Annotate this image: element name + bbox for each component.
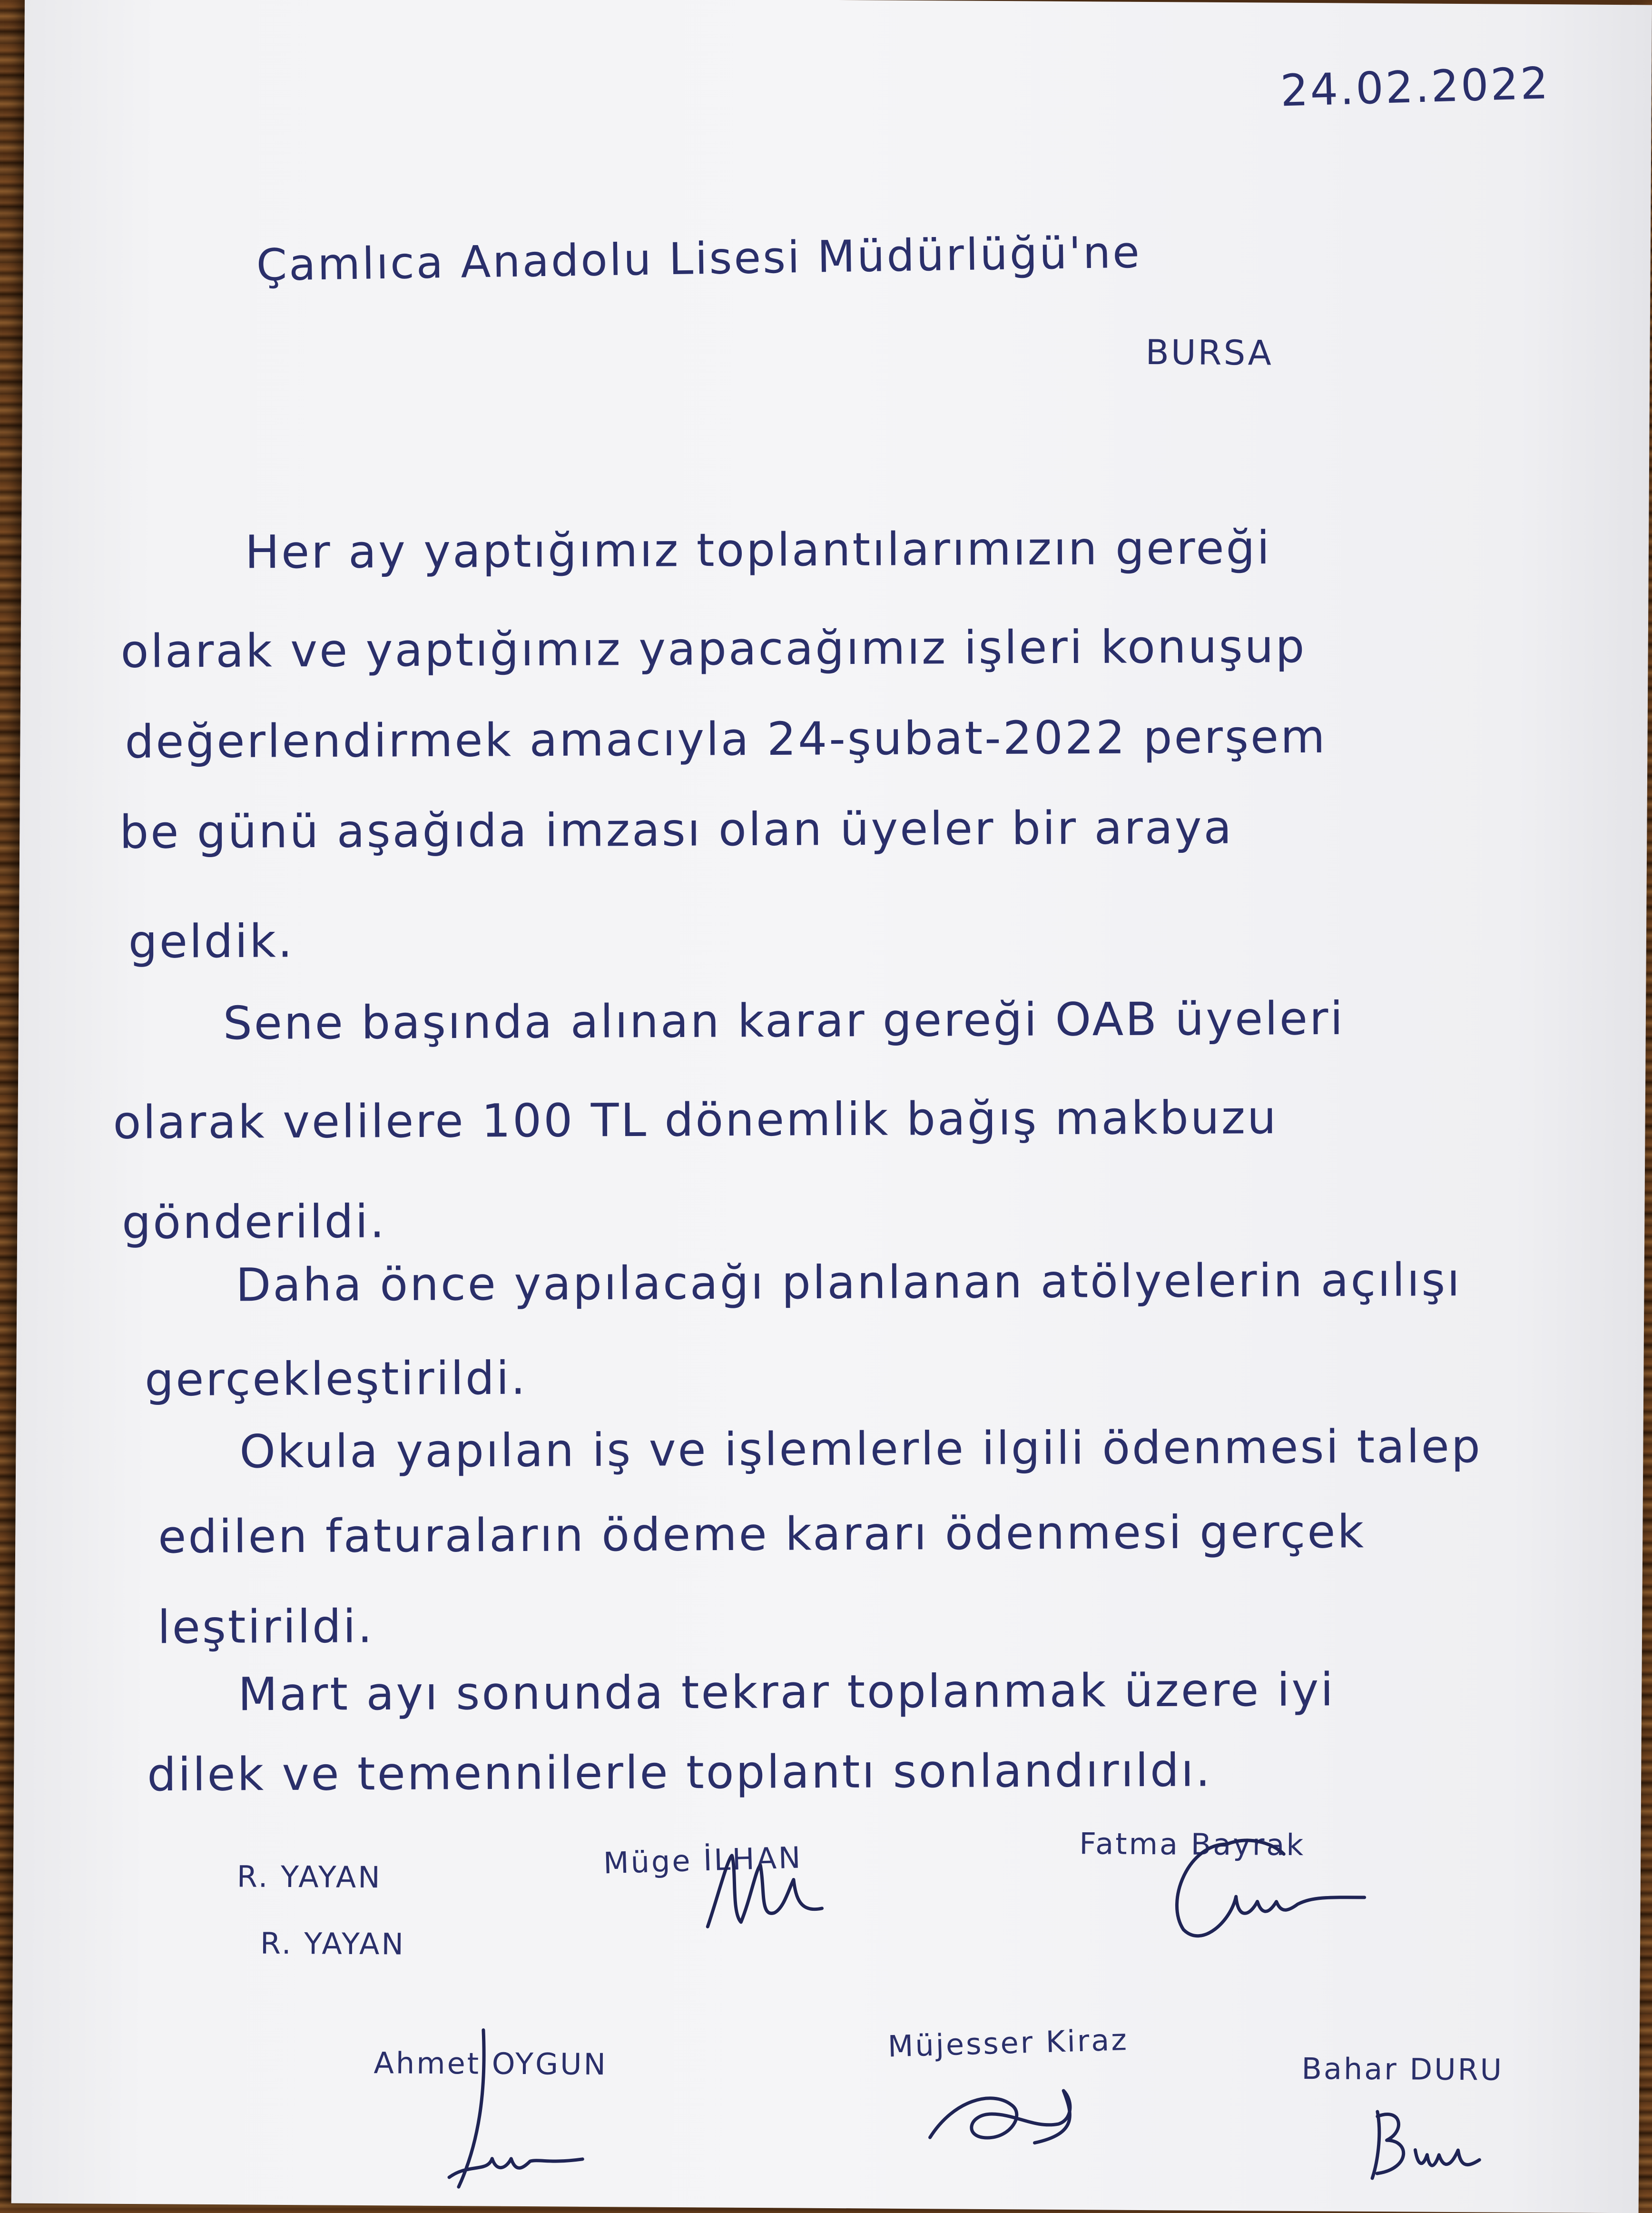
signature-5 <box>915 2061 1087 2157</box>
signature-3 <box>1155 1825 1375 1950</box>
signature-2 <box>698 1841 841 1937</box>
signatory-name-3: Fatma Bayrak <box>1079 1826 1306 1863</box>
body-line-2: olarak ve yaptığımız yapacağımız işleri konuşup <box>120 619 1307 678</box>
recipient: Çamlıca Anadolu Lisesi Müdürlüğü'ne <box>256 227 1142 291</box>
body-line-13: leştirildi. <box>157 1600 374 1654</box>
paper-sheet <box>11 0 1652 2213</box>
body-line-12: edilen faturaların ödeme kararı ödenmesi gerçek <box>158 1505 1366 1564</box>
signatory-name-1a: R. YAYAN <box>236 1859 382 1895</box>
body-line-9: Daha önce yapılacağı planlanan atölyelerin açılışı <box>236 1253 1462 1312</box>
body-line-10: gerçekleştirildi. <box>145 1351 528 1407</box>
body-line-6: Sene başında alınan karar gereği OAB üyeleri <box>223 991 1345 1050</box>
signatory-name-2: Müge İLHAN <box>603 1840 803 1881</box>
body-line-11: Okula yapılan iş ve işlemlerle ilgili ödenmesi talep <box>239 1419 1483 1479</box>
body-line-14: Mart ayı sonunda tekrar toplanmak üzere iyi <box>237 1663 1336 1721</box>
signature-6 <box>1363 2097 1487 2184</box>
signatory-name-4: Ahmet OYGUN <box>374 2045 608 2082</box>
signatory-name-5: Müjesser Kiraz <box>887 2022 1129 2064</box>
date: 24.02.2022 <box>1279 58 1551 117</box>
body-line-5: geldik. <box>128 914 295 968</box>
signatory-name-6: Bahar DURU <box>1301 2051 1504 2087</box>
signatory-name-1b: R. YAYAN <box>260 1926 406 1962</box>
body-line-8: gönderildi. <box>122 1195 386 1249</box>
city: BURSA <box>1145 332 1274 373</box>
signature-4 <box>440 2020 593 2202</box>
body-line-4: be günü aşağıda imzası olan üyeler bir araya <box>119 800 1234 859</box>
body-line-3: değerlendirmek amacıyla 24-şubat-2022 perşem <box>125 710 1327 769</box>
body-line-1: Her ay yaptığımız toplantılarımızın gereği <box>245 521 1272 579</box>
body-line-7: olarak velilere 100 TL dönemlik bağış makbuzu <box>113 1091 1278 1149</box>
body-line-15: dilek ve temennilerle toplantı sonlandırıldı. <box>147 1743 1212 1802</box>
